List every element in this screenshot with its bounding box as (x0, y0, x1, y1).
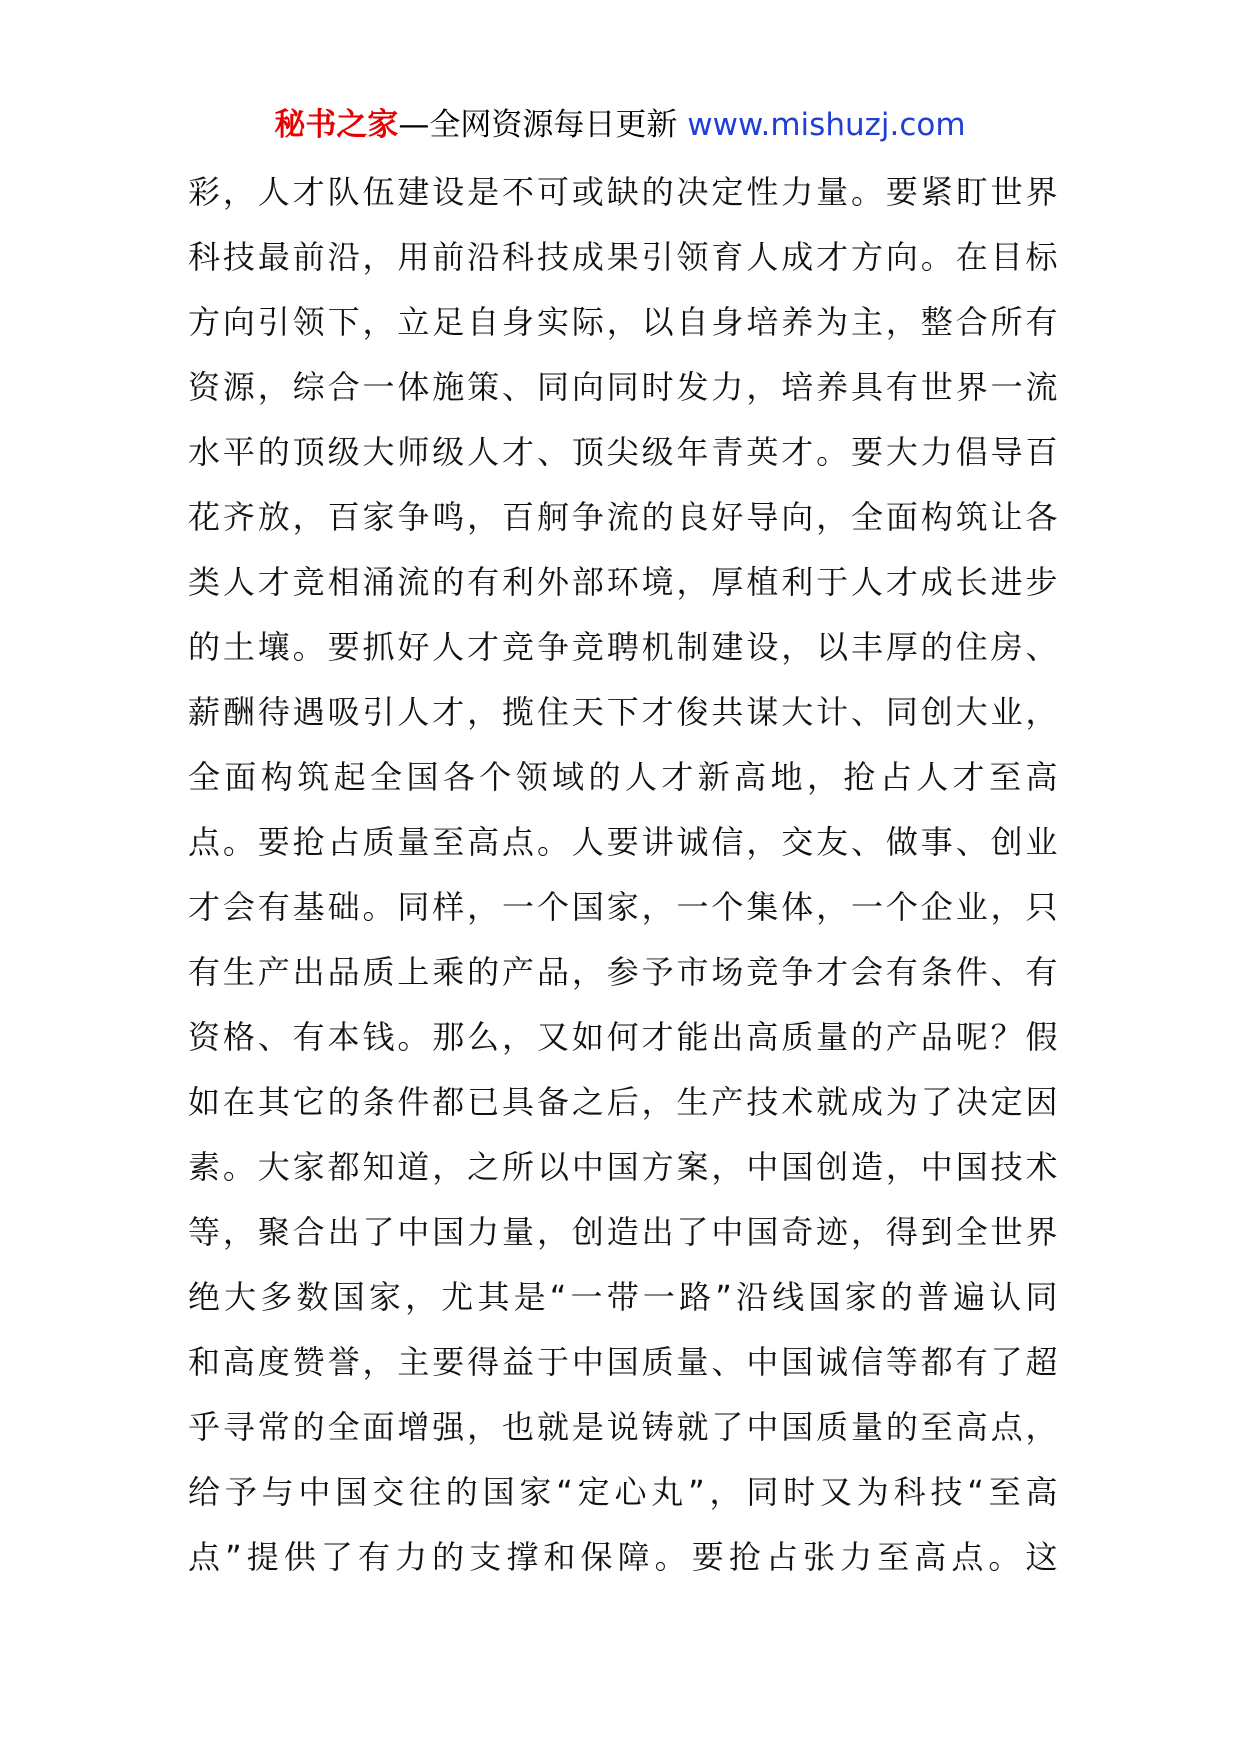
text-line: 彩，人才队伍建设是不可或缺的决定性力量。要紧盯世界 (188, 173, 1058, 211)
header-tagline: —全网资源每日更新 (398, 107, 678, 143)
text-line: 给予与中国交往的国家“定心丸”，同时又为科技“至高 (188, 1473, 1058, 1511)
text-line: 点”提供了有力的支撑和保障。要抢占张力至高点。这 (188, 1538, 1058, 1576)
text-line: 点。要抢占质量至高点。人要讲诚信，交友、做事、创业 (188, 823, 1058, 861)
text-line: 类人才竞相涌流的有利外部环境，厚植利于人才成长进步 (188, 563, 1058, 601)
text-line: 全面构筑起全国各个领域的人才新高地，抢占人才至高 (188, 758, 1058, 796)
text-line: 素。大家都知道，之所以中国方案，中国创造，中国技术 (188, 1148, 1058, 1186)
text-line: 的土壤。要抓好人才竞争竞聘机制建设，以丰厚的住房、 (188, 628, 1058, 666)
text-line: 乎寻常的全面增强，也就是说铸就了中国质量的至高点， (188, 1408, 1058, 1446)
body-text (188, 160, 1058, 1590)
text-line: 绝大多数国家，尤其是“一带一路”沿线国家的普遍认同 (188, 1278, 1058, 1316)
text-line: 等，聚合出了中国力量，创造出了中国奇迹，得到全世界 (188, 1213, 1058, 1251)
text-line: 资源，综合一体施策、同向同时发力，培养具有世界一流 (188, 368, 1058, 406)
text-line: 有生产出品质上乘的产品，参予市场竞争才会有条件、有 (188, 953, 1058, 991)
text-line: 科技最前沿，用前沿科技成果引领育人成才方向。在目标 (188, 238, 1058, 276)
text-line: 花齐放，百家争鸣，百舸争流的良好导向，全面构筑让各 (188, 498, 1058, 536)
text-line: 方向引领下，立足自身实际，以自身培养为主，整合所有 (188, 303, 1058, 341)
page-header (0, 100, 1240, 150)
header-brand: 秘书之家 (274, 107, 399, 143)
text-line: 水平的顶级大师级人才、顶尖级年青英才。要大力倡导百 (188, 433, 1058, 471)
text-line: 和高度赞誉，主要得益于中国质量、中国诚信等都有了超 (188, 1343, 1058, 1381)
text-line: 资格、有本钱。那么，又如何才能出高质量的产品呢？假 (188, 1018, 1058, 1056)
text-line: 薪酬待遇吸引人才，揽住天下才俊共谋大计、同创大业， (188, 693, 1058, 731)
text-line: 如在其它的条件都已具备之后，生产技术就成为了决定因 (188, 1083, 1058, 1121)
text-line: 才会有基础。同样，一个国家，一个集体，一个企业，只 (188, 888, 1058, 926)
header-url-link[interactable]: www.mishuzj.com (687, 107, 966, 143)
